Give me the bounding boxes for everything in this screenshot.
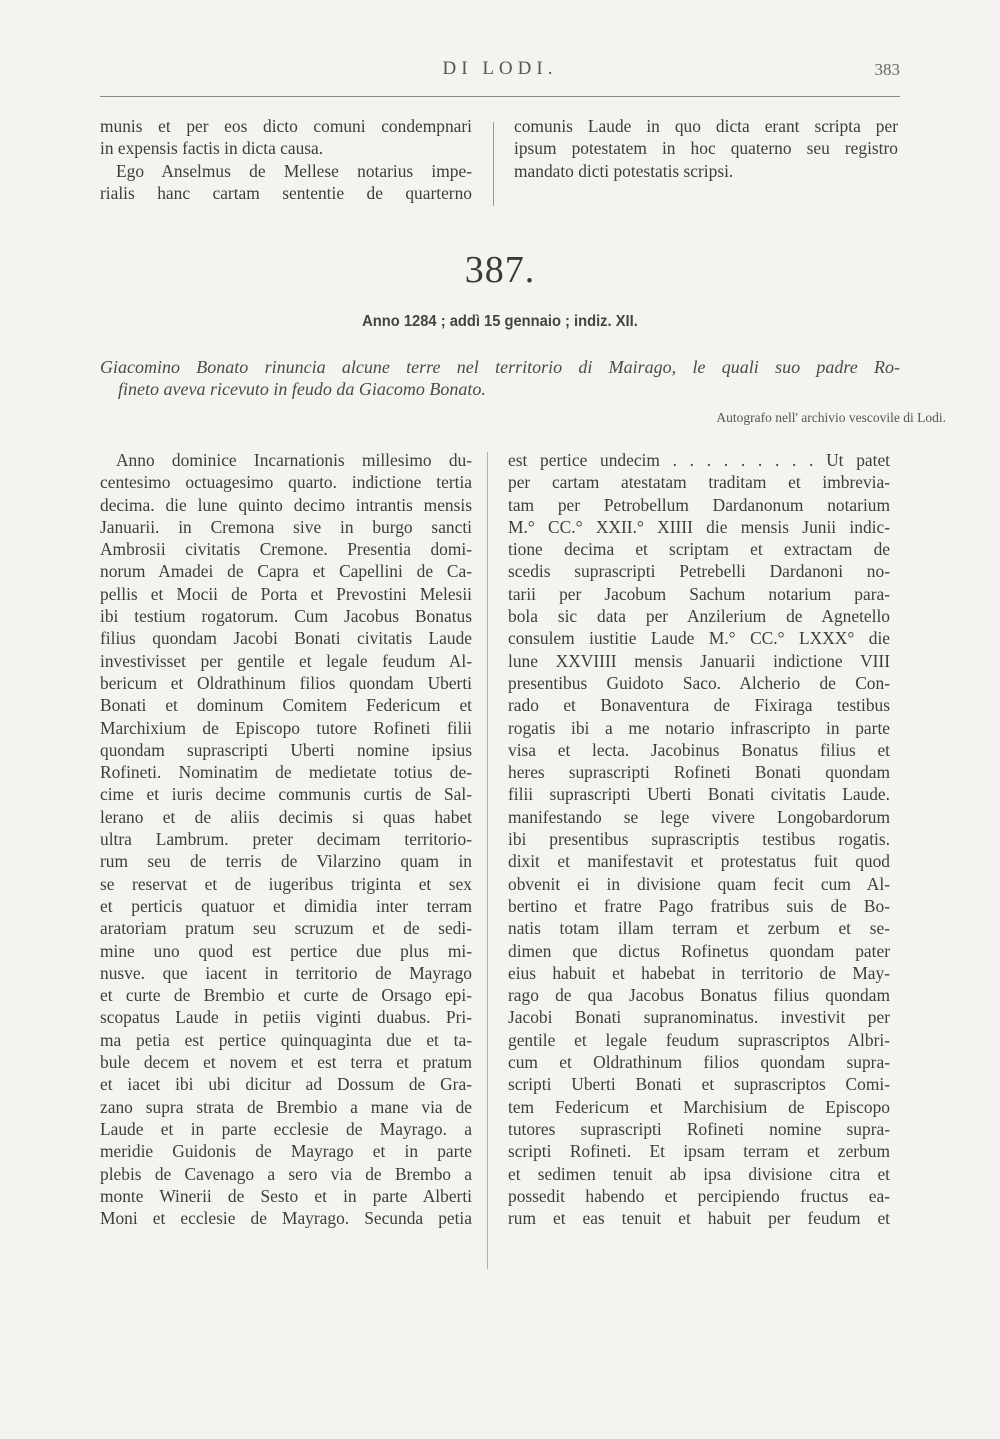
running-head	[100, 58, 900, 88]
text-line: mine uno quod est pertice due plus mi-	[100, 940, 472, 961]
text-line: tione decima et scriptam et extractam de	[508, 539, 890, 560]
text-line: lune XXVIIII mensis Januarii indictione VIII	[508, 650, 890, 671]
text-line: M.° CC.° XXII.° XIIII die mensis Junii indic-	[508, 516, 890, 537]
text-line: ibi presentibus suprascriptis testibus rogatis.	[508, 829, 890, 850]
text-line: tem Federicum et Marchisium de Episcopo	[508, 1096, 890, 1117]
text-line: est pertice undecim . . . . . . . . . Ut patet	[508, 450, 890, 470]
text-line: aratoriam pratum seu scruzum et de sedi-	[100, 918, 472, 939]
text-line: per cartam atestatam traditam et imbrevia-	[508, 472, 890, 493]
column-divider	[493, 122, 494, 206]
text-line: et perticis quatuor et dimidia inter terram	[100, 895, 472, 916]
text-line: centesimo octuagesimo quarto. indictione tertia	[100, 472, 472, 493]
text-line: rialis hanc cartam sententie de quarterno	[100, 182, 472, 203]
top-right-column	[514, 115, 898, 182]
text-line: manifestando se lege vivere Longobardorum	[508, 806, 890, 827]
text-line: dimen que dictus Rofinetus quondam pater	[508, 940, 890, 961]
text-line: scripti Rofineti. Et ipsam terram et zerbum	[508, 1141, 890, 1162]
top-left-column	[100, 115, 472, 204]
body-left-column	[100, 449, 472, 1229]
text-line: possedit habendo et percipiendo fructus ea-	[508, 1185, 890, 1206]
text-line: se reservat et de iugeribus triginta et sex	[100, 873, 472, 894]
date-line: Anno 1284 ; addì 15 gennaio ; indiz. XII.	[362, 313, 638, 330]
text-line: et sedimen tenuit ab ipsa divisione citra et	[508, 1163, 890, 1184]
text-line: Ego Anselmus de Mellese notarius impe-	[116, 160, 472, 181]
text-line: quondam suprascripti Uberti nomine ipsius	[100, 739, 472, 760]
summary-line: fineto aveva ricevuto in feudo da Giacomo Bonato.	[118, 379, 486, 399]
text-line: munis et per eos dicto comuni condempnari	[100, 116, 472, 136]
text-line: filius quondam Jacobi Bonati civitatis Laude	[100, 628, 472, 649]
page-number: 383	[874, 60, 900, 79]
text-line: presentibus Guidoto Saco. Alcherio de Con-	[508, 672, 890, 693]
text-line: meridie Guidonis de Mayrago et in parte	[100, 1141, 472, 1162]
text-line: tam per Petrobellum Dardanonum notarium	[508, 494, 890, 515]
text-line: rum seu de terris de Vilarzino quam in	[100, 851, 472, 872]
text-line: et iacet ibi ubi dicitur ad Dossum de Gra-	[100, 1074, 472, 1095]
text-line: bertino et fratre Pago fratribus suis de Bo-	[508, 895, 890, 916]
text-line: rago de qua Jacobus Bonatus filius quondam	[508, 985, 890, 1006]
text-line: Jacobi Bonati supranominatus. investivit per	[508, 1007, 890, 1028]
text-line: pellis et Mocii de Porta et Prevostini Melesii	[100, 583, 472, 604]
text-line: scripti Uberti Bonati et suprascriptos Comi-	[508, 1074, 890, 1095]
text-line: plebis de Cavenago a sero via de Brembo a	[100, 1163, 472, 1184]
text-line: monte Winerii de Sesto et in parte Alberti	[100, 1185, 472, 1206]
running-title: DI LODI.	[442, 58, 558, 79]
text-line: lerano et de aliis decimis si quas habet	[100, 806, 472, 827]
text-line: rado et Bonaventura de Fixiraga testibus	[508, 695, 890, 716]
text-line: et curte de Brembio et curte de Orsago epi-	[100, 985, 472, 1006]
text-line: rogatis ibi a me notario infrascripto in parte	[508, 717, 890, 738]
text-line: nusve. que iacent in territorio de Mayrago	[100, 962, 472, 983]
text-line: Marchixium de Episcopo tutore Rofineti filii	[100, 717, 472, 738]
text-line: dixit et manifestavit et protestatus fuit quod	[508, 851, 890, 872]
text-line: zano supra strata de Brembio a mane via de	[100, 1096, 472, 1117]
text-line: consulem iustitie Laude M.° CC.° LXXX° die	[508, 628, 890, 649]
text-line: scedis suprascripti Petrebelli Dardanoni no-	[508, 561, 890, 582]
text-line: obvenit ei in divisione quam fecit cum Al-	[508, 873, 890, 894]
text-line: Rofineti. Nominatim de medietate totius de-	[100, 762, 472, 783]
text-line: eius habuit et habebat in territorio de May-	[508, 962, 890, 983]
text-line: ultra Lambrum. preter decimam territorio-	[100, 829, 472, 850]
text-line: rum et eas tenuit et habuit per feudum et	[508, 1208, 890, 1229]
header-rule	[100, 96, 900, 97]
text-line: bola sic data per Anzilerium de Agnetello	[508, 606, 890, 627]
text-line: gentile et legale feudum suprascriptos Albri-	[508, 1029, 890, 1050]
text-line: bule decem et novem et est terra et pratum	[100, 1052, 472, 1073]
text-line: visa et lecta. Jacobinus Bonatus filius et	[508, 739, 890, 760]
text-line: Laude et in parte ecclesie de Mayrago. a	[100, 1118, 472, 1139]
column-divider	[487, 452, 488, 1269]
text-line: cime et iuris decime communis curtis de Sal-	[100, 784, 472, 805]
text-line: Moni et ecclesie de Mayrago. Secunda petia	[100, 1208, 472, 1229]
text-line: tutores suprascripti Rofineti nomine supra-	[508, 1118, 890, 1139]
text-line: decima. die lune quinto decimo intrantis mensis	[100, 494, 472, 515]
body-right-column	[508, 449, 890, 1229]
text-line: mandato dicti potestatis scripsi.	[514, 160, 734, 181]
text-line: Januarii. in Cremona sive in burgo sancti	[100, 516, 472, 537]
summary-line: Giacomino Bonato rinuncia alcune terre nel territorio di Mairago, le quali suo padre Ro-	[100, 357, 900, 377]
text-line: natis totam illam terram et zerbum et se-	[508, 918, 890, 939]
text-line: comunis Laude in quo dicta erant scripta per	[514, 116, 898, 136]
text-line: ma petia est pertice quinquaginta due et ta-	[100, 1029, 472, 1050]
source-note: Autografo nell' archivio vescovile di Lodi.	[716, 410, 946, 425]
text-line: Bonati et dominum Comitem Federicum et	[100, 695, 472, 716]
document-number: 387.	[464, 249, 536, 291]
text-line: norum Amadei de Capra et Capellini de Ca-	[100, 561, 472, 582]
text-line: cum et Oldrathinum filios quondam supra-	[508, 1052, 890, 1073]
text-line: filii suprascripti Uberti Bonati civitatis Laude.	[508, 784, 890, 805]
text-line: tarii per Jacobum Sachum notarium para-	[508, 583, 890, 604]
text-line: Ambrosii civitatis Cremone. Presentia domi-	[100, 539, 472, 560]
text-line: scopatus Laude in petiis viginti duabus. Pri-	[100, 1007, 472, 1028]
text-line: ipsum potestatem in hoc quaterno seu registro	[514, 138, 898, 159]
text-line: Anno dominice Incarnationis millesimo du-	[116, 450, 472, 470]
text-line: heres suprascripti Rofineti Bonati quondam	[508, 762, 890, 783]
document-summary	[100, 356, 900, 400]
text-line: in expensis factis in dicta causa.	[100, 138, 324, 159]
text-line: investivisset per gentile et legale feudum Al-	[100, 650, 472, 671]
text-line: ibi testium rogatorum. Cum Jacobus Bonatus	[100, 606, 472, 627]
text-line: bericum et Oldrathinum filios quondam Uberti	[100, 672, 472, 693]
